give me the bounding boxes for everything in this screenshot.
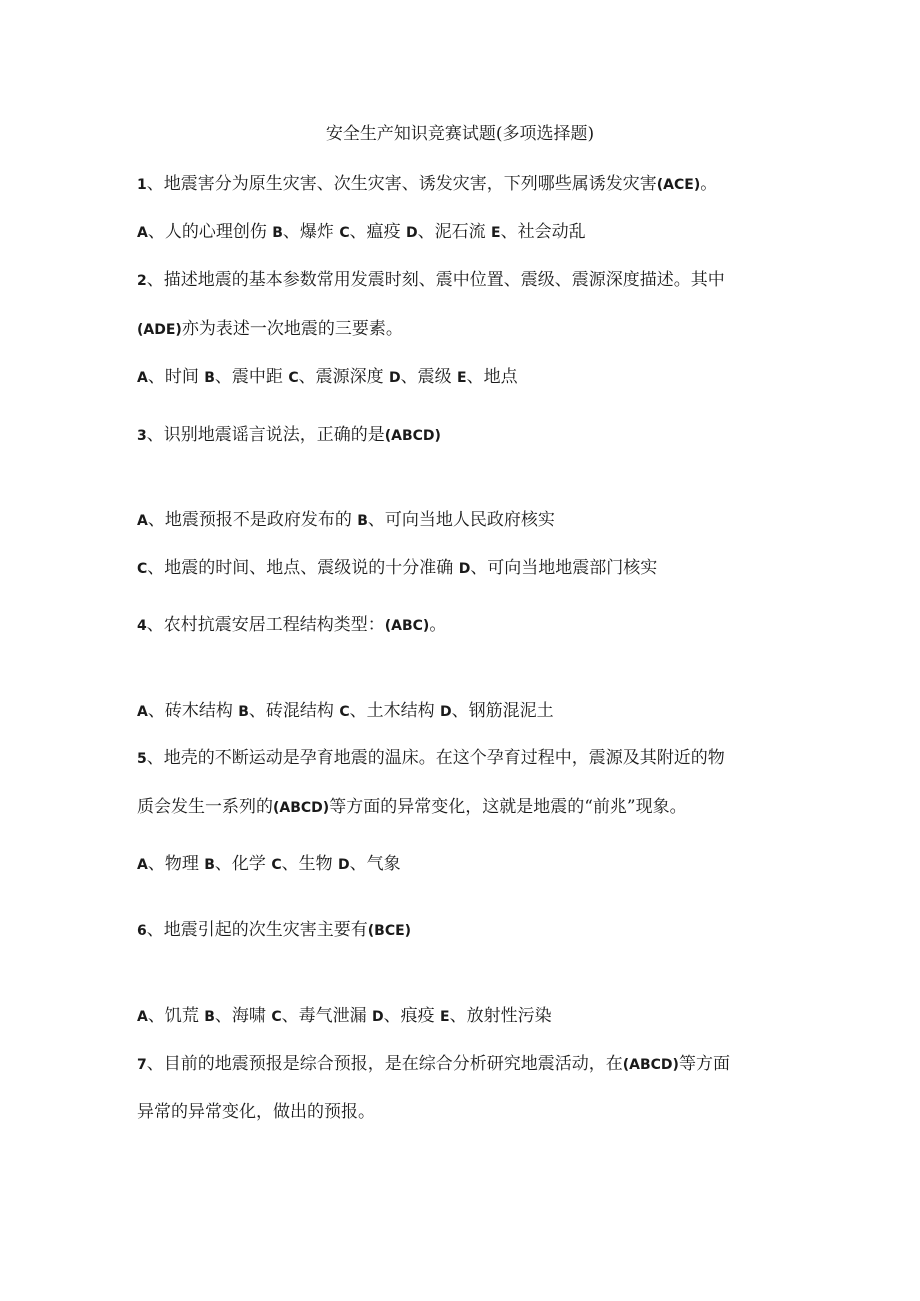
answer-marker: D bbox=[458, 561, 471, 577]
line-text: 、地震的时间、地点、震级说的十分准确 bbox=[147, 558, 459, 578]
line-text: 、震级 bbox=[400, 367, 458, 387]
answer-marker: C bbox=[271, 857, 282, 873]
answer-marker: (ABC) bbox=[384, 618, 430, 634]
line-text: 等方面的异常变化，这就是地震的“前兆”现象。 bbox=[329, 797, 687, 817]
answer-marker: A bbox=[137, 513, 148, 529]
answer-marker: C bbox=[339, 225, 350, 241]
question-2-line-2 bbox=[137, 317, 403, 342]
line-text: 、瘟疫 bbox=[349, 222, 407, 242]
line-text: 、砖木结构 bbox=[147, 701, 239, 721]
line-text: 。 bbox=[429, 615, 447, 635]
question-5-options bbox=[137, 852, 401, 877]
answer-marker: C bbox=[271, 1009, 282, 1025]
answer-marker: C bbox=[137, 561, 148, 577]
line-text: 、地震引起的次生灾害主要有 bbox=[146, 920, 368, 940]
answer-marker: (ADE) bbox=[137, 322, 182, 338]
answer-marker: D bbox=[440, 704, 452, 720]
answer-marker: E bbox=[491, 225, 501, 241]
question-7-line-2 bbox=[137, 1100, 375, 1124]
line-text: 、目前的地震预报是综合预报，是在综合分析研究地震活动，在 bbox=[146, 1054, 623, 1074]
answer-marker: C bbox=[339, 704, 350, 720]
line-text: 、时间 bbox=[147, 367, 205, 387]
answer-marker: A bbox=[137, 370, 148, 386]
answer-marker: (ABCD) bbox=[384, 428, 441, 444]
question-4-options bbox=[137, 699, 554, 724]
answer-marker: C bbox=[288, 370, 299, 386]
line-text: 亦为表述一次地震的三要素。 bbox=[181, 319, 403, 339]
question-1-line-1 bbox=[137, 172, 717, 197]
line-text: 、震中距 bbox=[214, 367, 289, 387]
answer-marker: D bbox=[406, 225, 418, 241]
answer-marker: (ABCD) bbox=[273, 800, 330, 816]
line-text: 、描述地震的基本参数常用发震时刻、震中位置、震级、震源深度描述。其中 bbox=[146, 270, 725, 290]
answer-marker: A bbox=[137, 704, 148, 720]
answer-marker: 1 bbox=[137, 177, 147, 193]
line-text: 、爆炸 bbox=[282, 222, 340, 242]
answer-marker: B bbox=[238, 704, 249, 720]
line-text: 、砖混结构 bbox=[248, 701, 340, 721]
question-6-options bbox=[137, 1004, 552, 1029]
answer-marker: 7 bbox=[137, 1057, 147, 1073]
line-text: 、饥荒 bbox=[147, 1006, 205, 1026]
question-3-line-1 bbox=[137, 423, 441, 448]
line-text: 。 bbox=[700, 174, 718, 194]
question-1-options bbox=[137, 220, 586, 245]
answer-marker: B bbox=[204, 857, 215, 873]
line-text: 、人的心理创伤 bbox=[147, 222, 273, 242]
answer-marker: B bbox=[204, 370, 215, 386]
line-text: 等方面 bbox=[678, 1054, 730, 1074]
line-text: 、海啸 bbox=[214, 1006, 272, 1026]
line-text: 、识别地震谣言说法，正确的是 bbox=[146, 425, 385, 445]
answer-marker: (BCE) bbox=[367, 923, 412, 939]
question-6-line-1 bbox=[137, 918, 411, 943]
line-text: 、地震预报不是政府发布的 bbox=[147, 510, 358, 530]
answer-marker: 3 bbox=[137, 428, 147, 444]
question-5-line-2 bbox=[137, 795, 687, 820]
line-text: 、可向当地人民政府核实 bbox=[367, 510, 555, 530]
document-title: 安全生产知识竞赛试题(多项选择题) bbox=[325, 124, 595, 144]
line-text: 、钢筋混泥土 bbox=[451, 701, 554, 721]
question-5-line-1 bbox=[137, 746, 725, 771]
line-text: 、农村抗震安居工程结构类型： bbox=[146, 615, 385, 635]
line-text: 异常的异常变化，做出的预报。 bbox=[137, 1102, 375, 1122]
answer-marker: E bbox=[440, 1009, 450, 1025]
line-text: 、物理 bbox=[147, 854, 205, 874]
line-text: 、气象 bbox=[349, 854, 401, 874]
line-text: 、地点 bbox=[466, 367, 518, 387]
answer-marker: E bbox=[457, 370, 467, 386]
question-3-options-1 bbox=[137, 508, 555, 533]
line-text: 质会发生一系列的 bbox=[137, 797, 273, 817]
answer-marker: A bbox=[137, 857, 148, 873]
question-2-line-1 bbox=[137, 268, 725, 293]
answer-marker: 2 bbox=[137, 273, 147, 289]
question-3-options-2 bbox=[137, 556, 657, 581]
answer-marker: (ACE) bbox=[656, 177, 701, 193]
answer-marker: B bbox=[272, 225, 283, 241]
question-2-options bbox=[137, 365, 518, 390]
line-text: 、社会动乱 bbox=[500, 222, 586, 242]
line-text: 、地壳的不断运动是孕育地震的温床。在这个孕育过程中，震源及其附近的物 bbox=[146, 748, 725, 768]
line-text: 、生物 bbox=[281, 854, 339, 874]
answer-marker: B bbox=[357, 513, 368, 529]
answer-marker: A bbox=[137, 225, 148, 241]
line-text: 、泥石流 bbox=[417, 222, 492, 242]
answer-marker: D bbox=[372, 1009, 384, 1025]
line-text: 、化学 bbox=[214, 854, 272, 874]
line-text: 、痕疫 bbox=[383, 1006, 441, 1026]
line-text: 、土木结构 bbox=[349, 701, 441, 721]
answer-marker: 6 bbox=[137, 923, 147, 939]
answer-marker: D bbox=[338, 857, 350, 873]
line-text: 、放射性污染 bbox=[449, 1006, 552, 1026]
question-7-line-1 bbox=[137, 1052, 730, 1077]
answer-marker: D bbox=[389, 370, 401, 386]
answer-marker: (ABCD) bbox=[622, 1057, 679, 1073]
answer-marker: A bbox=[137, 1009, 148, 1025]
answer-marker: 5 bbox=[137, 751, 147, 767]
question-4-line-1 bbox=[137, 613, 446, 638]
line-text: 、毒气泄漏 bbox=[281, 1006, 373, 1026]
line-text: 、震源深度 bbox=[298, 367, 390, 387]
line-text: 、地震害分为原生灾害、次生灾害、诱发灾害，下列哪些属诱发灾害 bbox=[146, 174, 657, 194]
line-text: 、可向当地地震部门核实 bbox=[470, 558, 658, 578]
answer-marker: B bbox=[204, 1009, 215, 1025]
answer-marker: 4 bbox=[137, 618, 147, 634]
